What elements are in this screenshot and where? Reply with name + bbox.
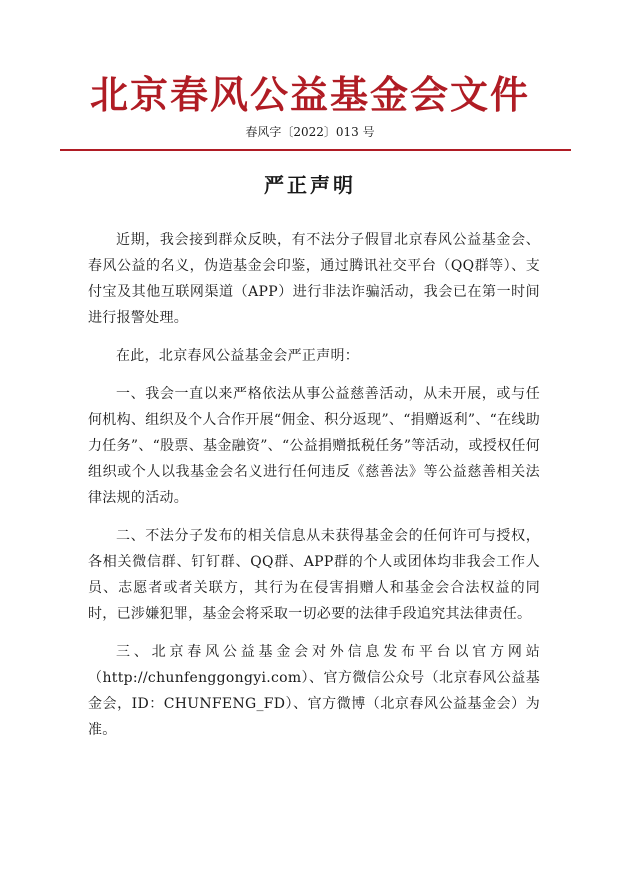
paragraph-declaration: 在此，北京春风公益基金会严正声明： xyxy=(116,348,360,364)
document-number: 春风字〔2022〕013 号 xyxy=(245,125,375,139)
paragraph-item-1: 一、我会一直以来严格依法从事公益慈善活动，从未开展，或与任何机构、组织及个人合作开展“佣金、积分返现”、“捐赠返利”、“在线助力任务”、“股票、基金融资”、“公益捐赠抵税任务”等活动，或授权任何组织或个人以我基金会名义进行任何违反《慈善法》等公益慈善相关法律法规的活动。 xyxy=(88,386,540,506)
statement-body xyxy=(88,227,540,755)
paragraph-intro: 近期，我会接到群众反映，有不法分子假冒北京春风公益基金会、春风公益的名义，伪造基金会印鉴，通过腾讯社交平台（QQ群等）、支付宝及其他互联网渠道（APP）进行非法诈骗活动，我会已在第一时间进行报警处理。 xyxy=(88,232,540,326)
paragraph-item-2: 二、不法分子发布的相关信息从未获得基金会的任何许可与授权，各相关微信群、钉钉群、QQ群、APP群的个人或团体均非我会工作人员、志愿者或者关联方，其行为在侵害捐赠人和基金会合法权益的同时，已涉嫌犯罪，基金会将采取一切必要的法律手段追究其法律责任。 xyxy=(88,528,540,622)
header-red-rule xyxy=(60,149,571,151)
paragraph-item-3: 三、北京春风公益基金会对外信息发布平台以官方网站（http://chunfenggongyi.com）、官方微信公众号（北京春风公益基金会，ID：CHUNFENG_FD）、官方微博（北京春风公益基金会）为准。 xyxy=(88,644,540,738)
statement-title: 严正声明 xyxy=(264,173,356,197)
document-header-title: 北京春风公益基金会文件 xyxy=(89,73,530,117)
